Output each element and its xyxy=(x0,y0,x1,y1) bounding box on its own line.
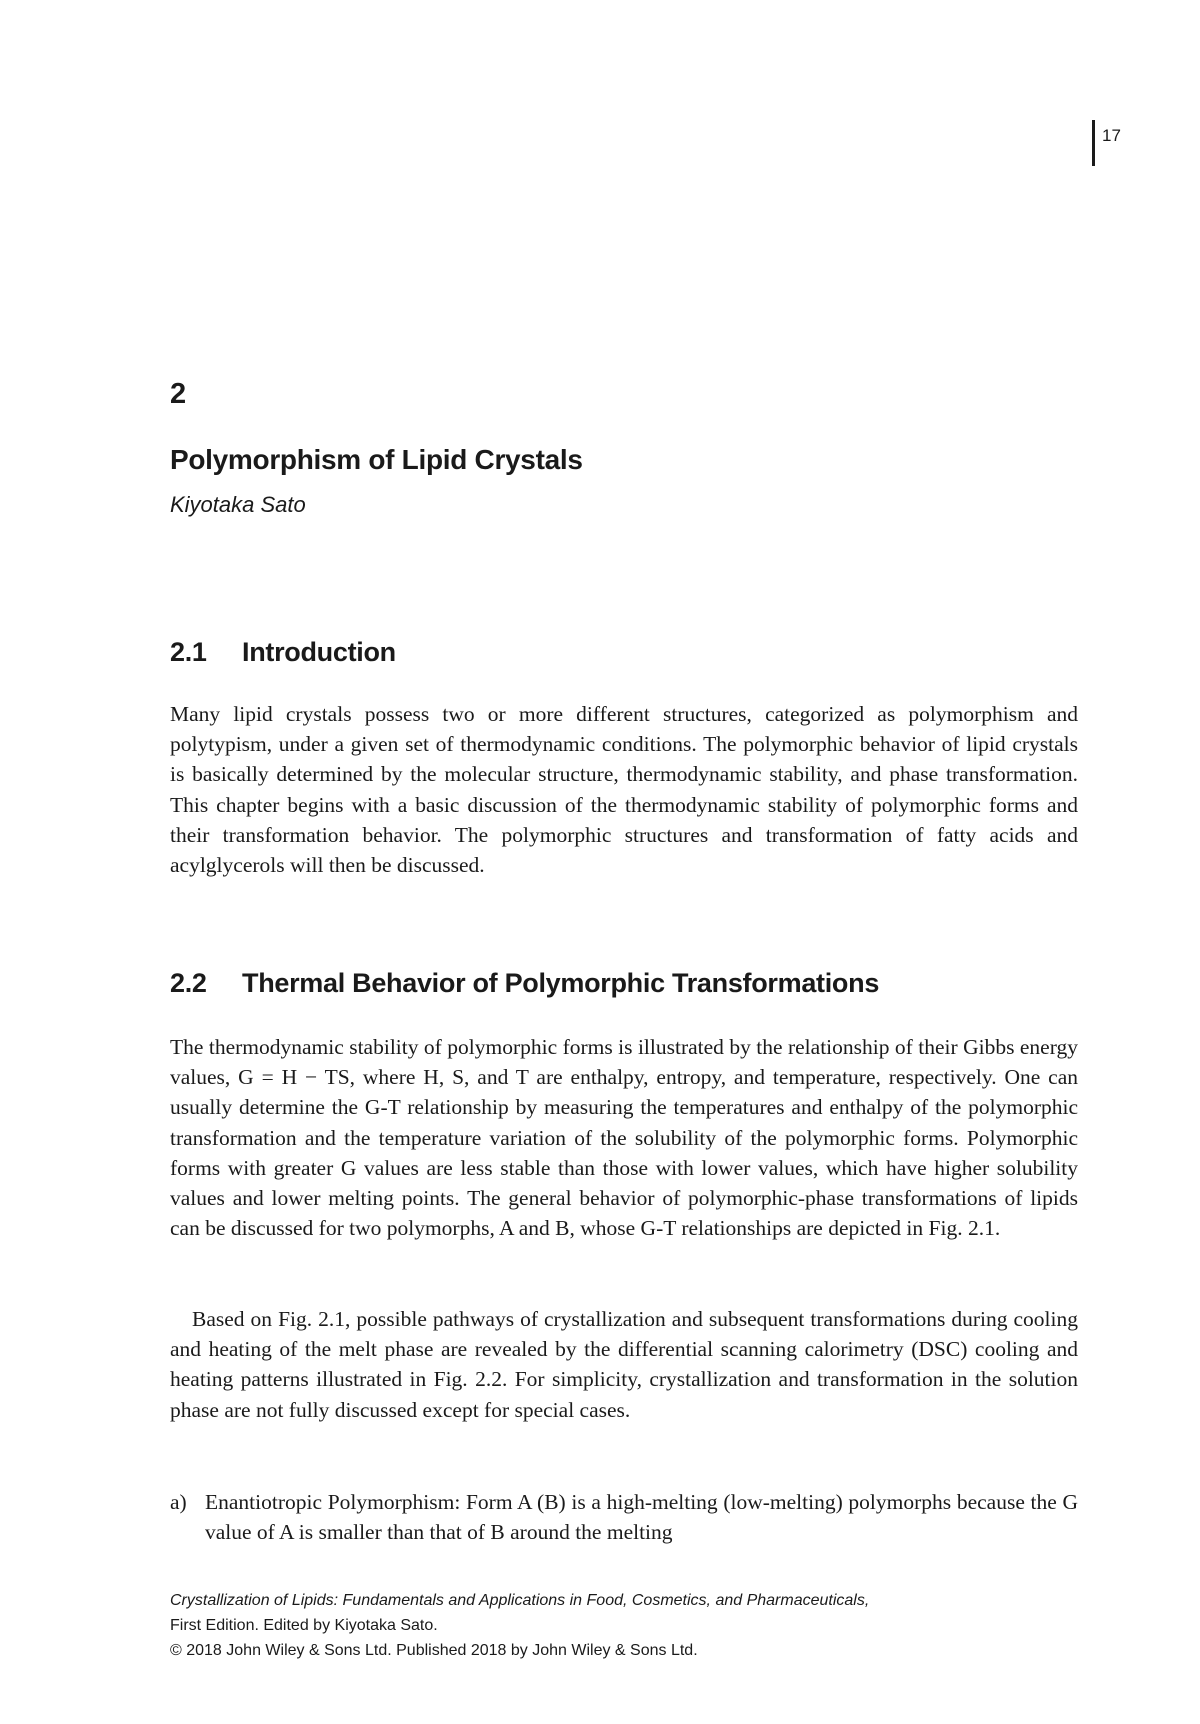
footer-book-title: Crystallization of Lipids: Fundamentals and Applications in Food, Cosmetics, and Pharmaceuticals, xyxy=(170,1592,870,1609)
section-number: 2.1 xyxy=(170,637,207,667)
chapter-number: 2 xyxy=(170,378,187,410)
footer-copyright: © 2018 John Wiley & Sons Ltd. Published 2018 by John Wiley & Sons Ltd. xyxy=(170,1642,698,1659)
list-item xyxy=(170,1487,1078,1547)
footer-edition: First Edition. Edited by Kiyotaka Sato. xyxy=(170,1617,438,1634)
list-marker: a) xyxy=(170,1490,187,1514)
section-title: Thermal Behavior of Polymorphic Transformations xyxy=(242,968,880,998)
footer-citation xyxy=(170,1588,1100,1663)
section-number: 2.2 xyxy=(170,968,207,998)
section-title: Introduction xyxy=(242,637,396,667)
paragraph: The thermodynamic stability of polymorphic forms is illustrated by the relationship of their Gibbs energy values, G = H − TS, where H, S, and T are enthalpy, entropy, and temperature, respectively. One can usually determine the G-T relationship by measuring the temperatures and enthalpy of the polymorphic transformation and the temperature variation of the solubility of the polymorphic forms. Polymorphic forms with greater G values are less stable than those with lower values, which have higher solubility values and lower melting points. The general behavior of polymorphic-phase transformations of lipids can be discussed for two polymorphs, A and B, whose G-T relationships are depicted in Fig. 2.1. xyxy=(170,1035,1078,1241)
paragraph: Many lipid crystals possess two or more different structures, categorized as polymorphism and polytypism, under a given set of thermodynamic conditions. The polymorphic behavior of lipid crystals is basically determined by the molecular structure, thermodynamic stability, and phase transformation. This chapter begins with a basic discussion of the thermodynamic stability of polymorphic forms and their transformation behavior. The polymorphic structures and transformation of fatty acids and acylglycerols will then be discussed. xyxy=(170,702,1078,878)
page-number: 17 xyxy=(1102,126,1121,145)
page-number-rule xyxy=(1092,120,1095,166)
section-heading-thermal-behavior xyxy=(170,968,879,999)
section-heading-introduction xyxy=(170,637,396,668)
list-item-text: Enantiotropic Polymorphism: Form A (B) is a high-melting (low-melting) polymorphs because the G value of A is smaller than that of B around the melting xyxy=(205,1490,1078,1545)
paragraph: Based on Fig. 2.1, possible pathways of crystallization and subsequent transformations during cooling and heating of the melt phase are revealed by the differential scanning calorimetry (DSC) cooling and heating patterns illustrated in Fig. 2.2. For simplicity, crystallization and transformation in the solution phase are not fully discussed except for special cases. xyxy=(170,1307,1078,1422)
chapter-title: Polymorphism of Lipid Crystals xyxy=(170,444,583,475)
chapter-author: Kiyotaka Sato xyxy=(170,492,306,517)
